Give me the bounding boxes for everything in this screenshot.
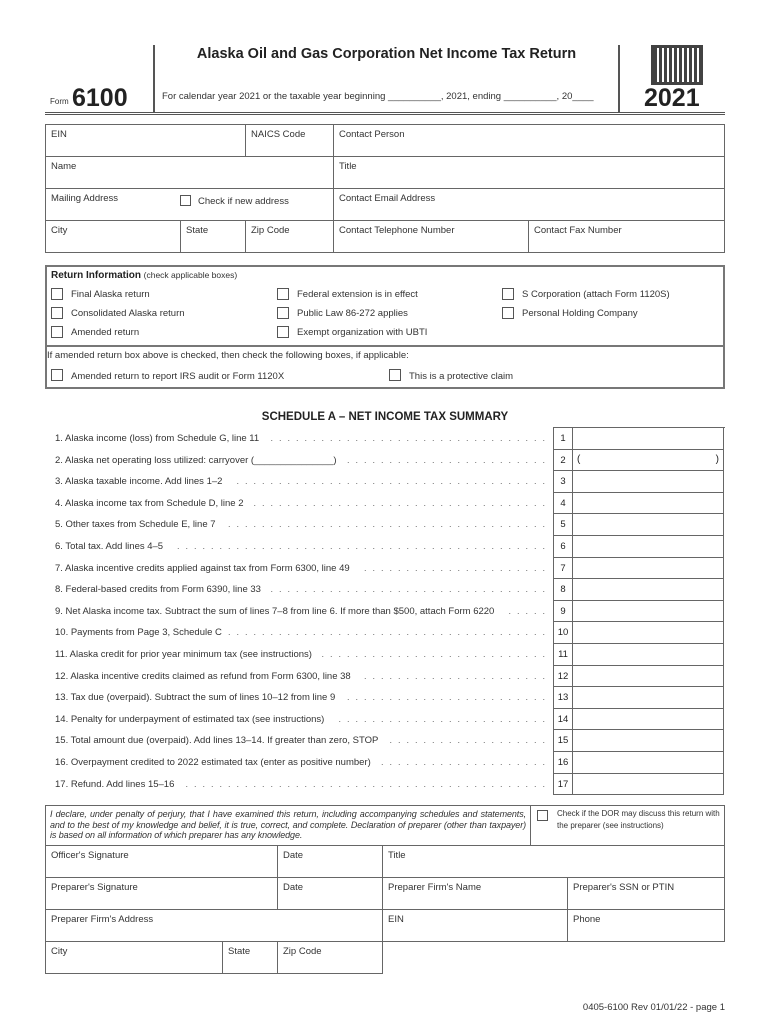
- leader-dots: ......................: [363, 670, 551, 681]
- leader-dots: .........................: [338, 713, 551, 724]
- amended-option-checkbox[interactable]: [51, 369, 63, 381]
- return-option-checkbox[interactable]: [51, 326, 63, 338]
- preparer-signature-field[interactable]: [45, 877, 278, 910]
- schedule-a-line: [45, 450, 725, 472]
- line-label: 4. Alaska income tax from Schedule D, line 2: [55, 497, 244, 509]
- return-info-note: (check applicable boxes): [143, 270, 238, 280]
- firm-city-label: City: [51, 946, 68, 957]
- line-number: 2: [553, 450, 573, 472]
- line-number: 17: [553, 774, 573, 796]
- amended-note: If amended return box above is checked, then check the following boxes, if applicable:: [47, 350, 409, 361]
- line-label: 15. Total amount due (overpaid). Add lines 13–14. If greater than zero, STOP: [55, 735, 379, 747]
- new-address-label: Check if new address: [198, 196, 289, 207]
- line-amount-input[interactable]: [573, 428, 724, 450]
- return-option-label: Final Alaska return: [71, 289, 150, 300]
- ptin-label: Preparer's SSN or PTIN: [573, 882, 675, 893]
- line-label: 7. Alaska incentive credits applied against tax from Form 6300, line 49: [55, 562, 350, 574]
- schedule-a-line: [45, 774, 725, 796]
- line-amount-input[interactable]: [573, 601, 724, 623]
- line-amount-input[interactable]: [573, 709, 724, 731]
- form-title: Alaska Oil and Gas Corporation Net Income Tax Return: [196, 46, 577, 62]
- line-label: 10. Payments from Page 3, Schedule C: [55, 627, 222, 639]
- line-amount-input[interactable]: [573, 752, 724, 774]
- leader-dots: .................................: [270, 584, 551, 595]
- line-number: 3: [553, 471, 573, 493]
- return-option-label: Exempt organization with UBTI: [297, 327, 428, 338]
- line-number: 15: [553, 730, 573, 752]
- line-amount-input[interactable]: [573, 450, 724, 472]
- line-label: 5. Other taxes from Schedule E, line 7: [55, 519, 216, 531]
- contact-person-field[interactable]: [333, 124, 725, 157]
- firm-name-field[interactable]: [382, 877, 568, 910]
- amended-option-checkbox[interactable]: [389, 369, 401, 381]
- line-amount-input[interactable]: [573, 471, 724, 493]
- leader-dots: ......................................: [227, 519, 551, 530]
- leader-dots: .....................................: [236, 476, 551, 487]
- ptin-field[interactable]: [567, 877, 725, 910]
- phone-field[interactable]: [333, 220, 529, 253]
- leader-dots: .................................: [270, 433, 551, 443]
- line-number: 8: [553, 579, 573, 601]
- line-label: 6. Total tax. Add lines 4–5: [55, 541, 164, 552]
- naics-label: NAICS Code: [251, 129, 306, 140]
- zip-field[interactable]: [245, 220, 334, 253]
- schedule-a-line: [45, 709, 725, 731]
- paren-close: ): [715, 453, 719, 465]
- officer-signature-field[interactable]: [45, 845, 278, 878]
- line-amount-input[interactable]: [573, 622, 724, 644]
- divider: [618, 45, 620, 113]
- divider: [45, 345, 725, 347]
- line-label: 16. Overpayment credited to 2022 estimated tax (enter as positive number): [55, 757, 371, 768]
- return-option-checkbox[interactable]: [51, 307, 63, 319]
- firm-state-field[interactable]: [222, 941, 278, 974]
- state-label: State: [186, 225, 209, 236]
- schedule-a-line: [45, 579, 725, 601]
- discuss-checkbox[interactable]: [537, 810, 548, 821]
- line-number: 11: [553, 644, 573, 666]
- email-field[interactable]: [333, 188, 725, 221]
- schedule-a-line: [45, 644, 725, 666]
- firm-city-field[interactable]: [45, 941, 223, 974]
- preparer-date-field[interactable]: [277, 877, 383, 910]
- schedule-a-line: [45, 622, 725, 644]
- line-label: 12. Alaska incentive credits claimed as refund from Form 6300, line 38: [55, 670, 351, 682]
- ein-field[interactable]: [45, 124, 246, 157]
- officer-signature-label: Officer's Signature: [51, 850, 129, 861]
- leader-dots: ......................: [363, 562, 551, 573]
- firm-zip-label: Zip Code: [283, 946, 322, 957]
- return-option-label: S Corporation (attach Form 1120S): [522, 289, 670, 300]
- line-number: 14: [553, 709, 573, 731]
- contact-person-label: Contact Person: [339, 129, 405, 140]
- schedule-a-line: [45, 428, 725, 450]
- new-address-checkbox[interactable]: [180, 195, 191, 206]
- line-amount-input[interactable]: [573, 666, 724, 688]
- header-rule: [45, 112, 725, 115]
- line-amount-input[interactable]: [573, 644, 724, 666]
- name-field[interactable]: [45, 156, 334, 189]
- email-label: Contact Email Address: [339, 193, 436, 204]
- return-option-label: Consolidated Alaska return: [71, 308, 185, 319]
- schedule-a-line: [45, 687, 725, 709]
- line-label: 14. Penalty for underpayment of estimated tax (see instructions): [55, 713, 325, 725]
- line-number: 9: [553, 601, 573, 623]
- return-option-checkbox[interactable]: [502, 307, 514, 319]
- return-option-checkbox[interactable]: [502, 288, 514, 300]
- preparer-date-label: Date: [283, 882, 304, 893]
- schedule-a-line: [45, 493, 725, 515]
- tax-year: 2021: [644, 84, 700, 112]
- schedule-a-line: [45, 536, 725, 558]
- line-number: 12: [553, 666, 573, 688]
- return-option-checkbox[interactable]: [51, 288, 63, 300]
- fax-label: Contact Fax Number: [534, 225, 622, 236]
- leader-dots: ........................: [346, 692, 551, 703]
- title-label: Title: [339, 161, 357, 172]
- line-amount-input[interactable]: [573, 774, 724, 796]
- schedule-a-line: [45, 601, 725, 623]
- officer-date-field[interactable]: [277, 845, 383, 878]
- officer-title-label: Title: [388, 850, 406, 861]
- line-amount-input[interactable]: [573, 536, 724, 558]
- city-field[interactable]: [45, 220, 181, 253]
- form-prefix: Form: [50, 97, 69, 106]
- return-option-checkbox[interactable]: [277, 288, 289, 300]
- line-amount-input[interactable]: [573, 514, 724, 536]
- firm-address-field[interactable]: [45, 909, 383, 942]
- amended-option-label: This is a protective claim: [409, 371, 514, 382]
- line-number: 7: [553, 558, 573, 580]
- officer-date-label: Date: [283, 850, 304, 861]
- paren-marks: [577, 454, 719, 465]
- amended-option-label: Amended return to report IRS audit or Form 1120X: [71, 371, 285, 382]
- line-number: 5: [553, 514, 573, 536]
- leader-dots: ...................................: [253, 497, 551, 508]
- line-label: 11. Alaska credit for prior year minimum tax (see instructions): [55, 649, 312, 660]
- leader-dots: ....................: [380, 757, 551, 767]
- form-number: 6100: [72, 84, 128, 112]
- line-amount-input[interactable]: [573, 493, 724, 515]
- leader-dots: ...........................................: [185, 778, 551, 789]
- line-number: 16: [553, 752, 573, 774]
- line-number: 10: [553, 622, 573, 644]
- line-label: 8. Federal-based credits from Form 6390, line 33: [55, 584, 261, 596]
- leader-dots: ...................: [389, 735, 551, 746]
- schedule-a-line: [45, 752, 725, 774]
- return-option-checkbox[interactable]: [277, 326, 289, 338]
- title-field[interactable]: [333, 156, 725, 189]
- schedule-a-line: [45, 514, 725, 536]
- return-info-heading: Return Information: [51, 270, 141, 281]
- phone-label: Contact Telephone Number: [339, 225, 455, 236]
- schedule-a-line: [45, 730, 725, 752]
- zip-label: Zip Code: [251, 225, 290, 236]
- line-label: 1. Alaska income (loss) from Schedule G, line 11: [55, 433, 260, 444]
- return-option-label: Amended return: [71, 327, 140, 338]
- ein-label: EIN: [51, 129, 67, 140]
- line-label: 2. Alaska net operating loss utilized: carryover (_______________): [55, 454, 337, 466]
- leader-dots: ........................: [346, 454, 551, 465]
- schedule-a-line: [45, 471, 725, 493]
- leader-dots: ............................................: [176, 541, 551, 551]
- return-option-label: Federal extension is in effect: [297, 289, 418, 300]
- schedule-a-line: [45, 558, 725, 580]
- line-amount-input[interactable]: [573, 579, 724, 601]
- line-number: 13: [553, 687, 573, 709]
- schedule-a-line: [45, 666, 725, 688]
- return-option-checkbox[interactable]: [277, 307, 289, 319]
- line-label: 9. Net Alaska income tax. Subtract the sum of lines 7–8 from line 6. If more than $500, attach Form 6220: [55, 605, 495, 617]
- discuss-label: Check if the DOR may discuss this return with the preparer (see instructions): [557, 809, 720, 830]
- line-amount-input[interactable]: [573, 558, 724, 580]
- firm-name-label: Preparer Firm's Name: [388, 882, 482, 893]
- declaration-text: I declare, under penalty of perjury, that I have examined this return, including accompanying schedules and statements, and to the best of my knowledge and belief, it is true, correct, and complete. Declaration of preparer (other than taxpayer) is based on all information of which preparer has any knowledge.: [45, 805, 531, 846]
- firm-state-label: State: [228, 946, 251, 957]
- return-option-label: Personal Holding Company: [522, 308, 638, 319]
- firm-ein-field[interactable]: [382, 909, 568, 942]
- officer-title-field[interactable]: [382, 845, 725, 878]
- preparer-signature-label: Preparer's Signature: [51, 882, 138, 893]
- name-label: Name: [51, 161, 77, 172]
- line-number: 6: [553, 536, 573, 558]
- firm-zip-field[interactable]: [277, 941, 383, 974]
- schedule-a-title: SCHEDULE A – NET INCOME TAX SUMMARY: [261, 411, 509, 423]
- line-number: 1: [553, 428, 573, 450]
- footer-revision: 0405-6100 Rev 01/01/22 - page 1: [582, 1002, 725, 1013]
- leader-dots: .....: [508, 605, 551, 616]
- tax-period: For calendar year 2021 or the taxable year beginning __________, 2021, ending __________, 20____: [162, 91, 594, 102]
- line-number: 4: [553, 493, 573, 515]
- leader-dots: ...........................: [321, 649, 551, 659]
- fax-field[interactable]: [528, 220, 725, 253]
- line-amount-input[interactable]: [573, 687, 724, 709]
- qr-code-icon: [651, 45, 703, 85]
- firm-phone-field[interactable]: [567, 909, 725, 942]
- firm-ein-label: EIN: [388, 914, 404, 925]
- mailing-label: Mailing Address: [51, 193, 119, 204]
- paren-open: (: [577, 453, 581, 465]
- line-amount-input[interactable]: [573, 730, 724, 752]
- state-field[interactable]: [180, 220, 246, 253]
- return-option-label: Public Law 86-272 applies: [297, 308, 408, 319]
- leader-dots: ......................................: [227, 627, 551, 638]
- line-label: 3. Alaska taxable income. Add lines 1–2: [55, 476, 223, 488]
- naics-field[interactable]: [245, 124, 334, 157]
- line-label: 17. Refund. Add lines 15–16: [55, 778, 175, 790]
- firm-address-label: Preparer Firm's Address: [51, 914, 154, 925]
- firm-phone-label: Phone: [573, 914, 601, 925]
- city-label: City: [51, 225, 68, 236]
- line-label: 13. Tax due (overpaid). Subtract the sum of lines 10–12 from line 9: [55, 692, 336, 704]
